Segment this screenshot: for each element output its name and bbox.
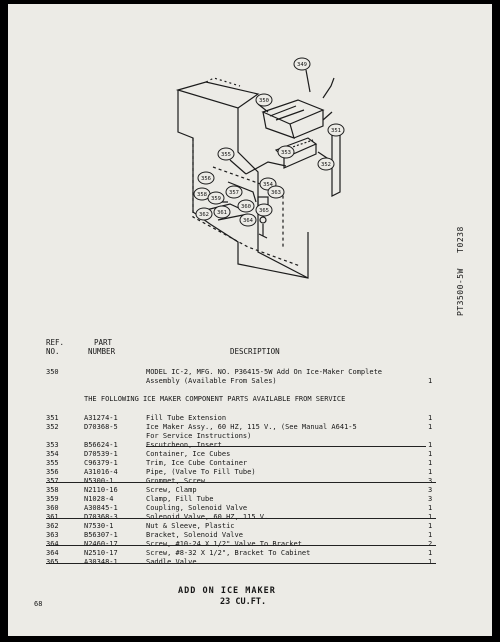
row-rule bbox=[46, 545, 436, 546]
parts-row bbox=[8, 468, 492, 477]
part-ref-number: 364 bbox=[46, 540, 59, 548]
row-rule bbox=[46, 563, 436, 564]
callout-label: 352 bbox=[321, 162, 331, 168]
part-description: Screw, #10-24 X 1/2" Valve To Bracket bbox=[146, 540, 302, 548]
drawing-revision: T0238 bbox=[456, 226, 465, 253]
callout-label: 351 bbox=[331, 128, 341, 134]
part-ref-number: 358 bbox=[46, 486, 59, 494]
part-ref-number: 359 bbox=[46, 495, 59, 503]
parts-row bbox=[8, 531, 492, 540]
model-qty: 1 bbox=[428, 377, 433, 385]
parts-row bbox=[8, 432, 492, 441]
part-ref-number: 362 bbox=[46, 522, 59, 530]
row-rule bbox=[46, 518, 436, 519]
part-ref-number: 360 bbox=[46, 504, 59, 512]
part-ref-number: 356 bbox=[46, 468, 59, 476]
part-description: Coupling, Solenoid Valve bbox=[146, 504, 248, 512]
part-ref-number: 363 bbox=[46, 531, 59, 539]
part-ref-number: 353 bbox=[46, 441, 59, 449]
part-number: D70368-3 bbox=[84, 513, 118, 521]
part-description: Clamp, Fill Tube bbox=[146, 495, 214, 503]
part-quantity: 1 bbox=[428, 414, 433, 422]
parts-list-page bbox=[8, 4, 492, 636]
part-ref-number: 357 bbox=[46, 477, 59, 485]
callout-label: 355 bbox=[221, 152, 231, 158]
model-description-line1: MODEL IC-2, MFG. NO. P36415-5W Add On Ice-Maker Complete bbox=[146, 368, 383, 376]
part-number: N2110-16 bbox=[84, 486, 118, 494]
part-number: A31274-1 bbox=[84, 414, 118, 422]
parts-row bbox=[8, 414, 492, 423]
callout-label: 364 bbox=[243, 218, 253, 224]
callout-label: 360 bbox=[241, 204, 251, 210]
part-number: N2510-17 bbox=[84, 549, 118, 557]
callout-label: 349 bbox=[297, 62, 307, 68]
callout-label: 365 bbox=[259, 208, 269, 214]
callout-label: 359 bbox=[211, 196, 221, 202]
part-description: Escutcheon, Insert bbox=[146, 441, 222, 449]
section-heading: THE FOLLOWING ICE MAKER COMPONENT PARTS AVAILABLE FROM SERVICE bbox=[84, 395, 346, 403]
callout-label: 361 bbox=[217, 210, 227, 216]
part-description: Trim, Ice Cube Container bbox=[146, 459, 248, 467]
exploded-diagram bbox=[118, 42, 408, 332]
page-number: 68 bbox=[34, 600, 43, 608]
part-description: Saddle Valve bbox=[146, 558, 197, 566]
part-quantity: 1 bbox=[428, 504, 433, 512]
part-number: A30348-1 bbox=[84, 558, 118, 566]
parts-row bbox=[8, 486, 492, 495]
part-ref-number: 365 bbox=[46, 558, 59, 566]
part-ref-number: 354 bbox=[46, 450, 59, 458]
cabinet-top-outline bbox=[178, 82, 258, 108]
part-quantity: 1 bbox=[428, 450, 433, 458]
part-description: Screw, #8-32 X 1/2", Bracket To Cabinet bbox=[146, 549, 311, 557]
callout-label: 363 bbox=[271, 190, 281, 196]
part-ref-number: 355 bbox=[46, 459, 59, 467]
drawing-code bbox=[456, 216, 465, 316]
part-quantity: 3 bbox=[428, 477, 433, 485]
part-quantity: 1 bbox=[428, 441, 433, 449]
part-number: C96379-1 bbox=[84, 459, 118, 467]
part-quantity: 1 bbox=[428, 459, 433, 467]
part-description: Solenoid Valve, 60 HZ, 115 V. bbox=[146, 513, 269, 521]
part-description: Bracket, Solenoid Valve bbox=[146, 531, 243, 539]
part-number: N1028-4 bbox=[84, 495, 114, 503]
part-description: Fill Tube Extension bbox=[146, 414, 227, 422]
callout-label: 362 bbox=[199, 212, 209, 218]
part-number: B56307-1 bbox=[84, 531, 118, 539]
parts-row bbox=[8, 459, 492, 468]
part-number: N5300-1 bbox=[84, 477, 114, 485]
row-rule bbox=[46, 482, 436, 483]
model-ref: 350 bbox=[46, 368, 59, 376]
part-quantity: 3 bbox=[428, 486, 433, 494]
part-ref-number: 361 bbox=[46, 513, 59, 521]
ice-maker-diagram-svg bbox=[118, 42, 408, 332]
part-quantity: 1 bbox=[428, 558, 433, 566]
parts-row bbox=[8, 450, 492, 459]
part-number: A30845-1 bbox=[84, 504, 118, 512]
part-ref-number: 352 bbox=[46, 423, 59, 431]
cabinet-side-outline bbox=[178, 90, 308, 278]
part-quantity: 1 bbox=[428, 468, 433, 476]
description-header: DESCRIPTION bbox=[230, 347, 280, 356]
part-quantity: 1 bbox=[428, 549, 433, 557]
part-quantity: 1 bbox=[428, 423, 433, 431]
part-ref-number: 351 bbox=[46, 414, 59, 422]
callout-label: 356 bbox=[201, 176, 211, 182]
part-quantity: 1 bbox=[428, 522, 433, 530]
callout-label: 354 bbox=[263, 182, 273, 188]
ref-header: REF. NO. bbox=[46, 338, 65, 356]
part-description: Grommet, Screw bbox=[146, 477, 206, 485]
part-number: B56624-1 bbox=[84, 441, 118, 449]
parts-row bbox=[8, 423, 492, 432]
callout-label: 350 bbox=[259, 98, 269, 104]
footer-subtitle: 23 CU.FT. bbox=[220, 597, 267, 607]
part-ref-number: 364 bbox=[46, 549, 59, 557]
part-quantity: 1 bbox=[428, 531, 433, 539]
row-rule bbox=[146, 446, 426, 447]
part-description: Container, Ice Cubes bbox=[146, 450, 231, 458]
part-number: N2460-17 bbox=[84, 540, 118, 548]
part-header: PART NUMBER bbox=[88, 338, 116, 356]
part-number: A31016-4 bbox=[84, 468, 118, 476]
part-description: Pipe, (Valve To Fill Tube) bbox=[146, 468, 256, 476]
part-number: D70368-5 bbox=[84, 423, 118, 431]
part-description: For Service Instructions) bbox=[146, 432, 252, 440]
parts-row bbox=[8, 549, 492, 558]
part-quantity: 3 bbox=[428, 495, 433, 503]
model-description-line2: Assembly (Available From Sales) bbox=[146, 377, 277, 385]
part-number: N7530-1 bbox=[84, 522, 114, 530]
part-number: D70539-1 bbox=[84, 450, 118, 458]
part-description: Ice Maker Assy., 60 HZ, 115 V., (See Manual A641-5 bbox=[146, 423, 357, 431]
part-description: Screw, Clamp bbox=[146, 486, 197, 494]
parts-row bbox=[8, 495, 492, 504]
footer-title: ADD ON ICE MAKER bbox=[178, 586, 276, 596]
callout-label: 357 bbox=[229, 190, 239, 196]
drawing-number: PT3500-5W bbox=[456, 268, 465, 316]
parts-row bbox=[8, 522, 492, 531]
callout-label: 353 bbox=[281, 150, 291, 156]
part-description: Nut & Sleeve, Plastic bbox=[146, 522, 235, 530]
ice-container bbox=[263, 100, 323, 124]
parts-row bbox=[8, 504, 492, 513]
part-quantity: 2 bbox=[428, 540, 433, 548]
part-quantity: 1 bbox=[428, 513, 433, 521]
callout-label: 358 bbox=[197, 192, 207, 198]
